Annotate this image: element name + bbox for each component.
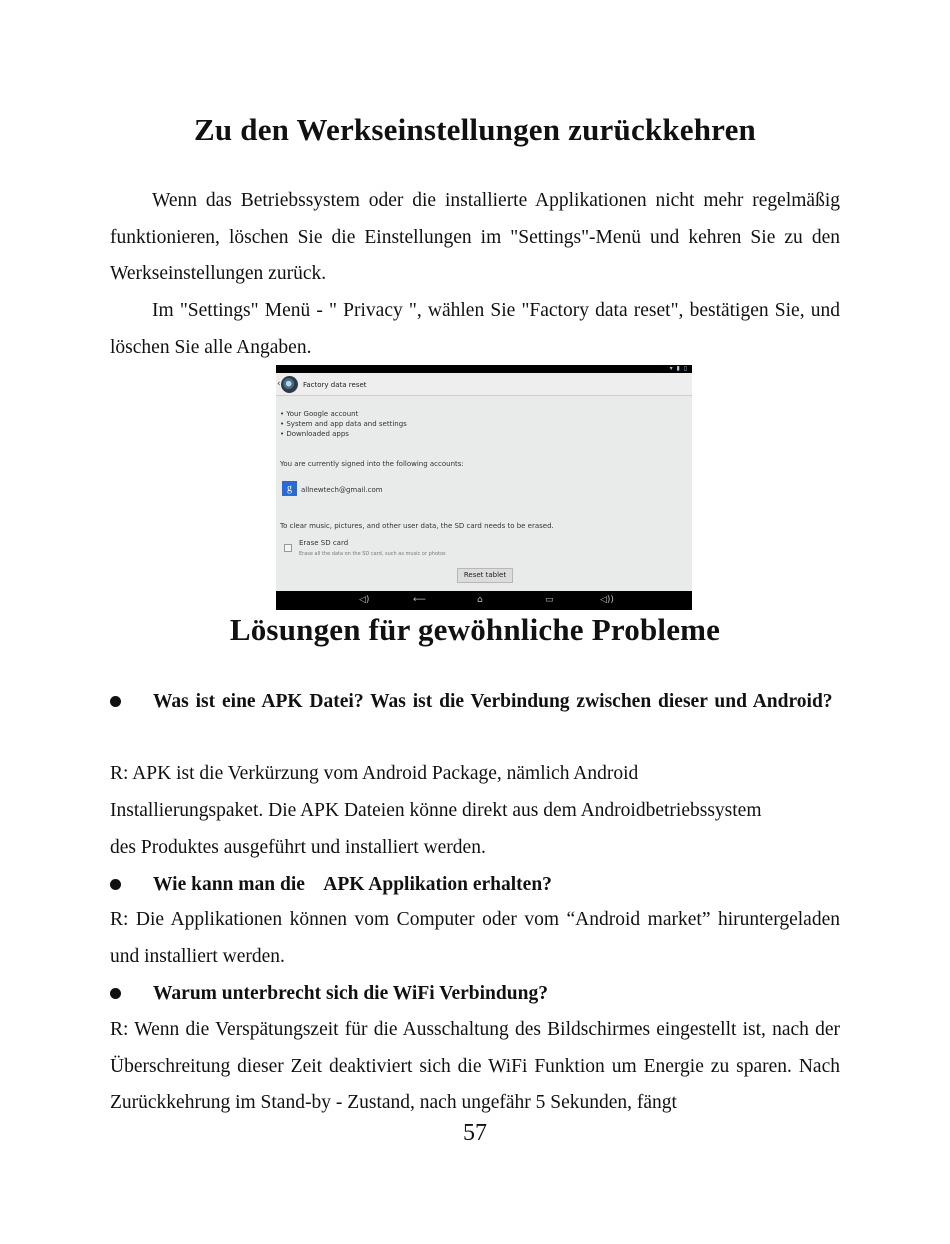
recent-apps-icon[interactable]: ▭ [545,595,554,605]
list-item: • Your Google account [280,409,407,419]
bullet-icon [110,988,121,999]
faq-question-wifi: Warum unterbrecht sich die WiFi Verbindung? [153,983,548,1004]
faq-answer-apk-line2: Installierungspaket. Die APK Dateien könne direkt aus dem Androidbetriebssystem [110,800,762,821]
faq-answer-wifi: R: Wenn die Verspätungszeit für die Ausschaltung des Bildschirmes eingestellt ist, nach der Überschreitung dieser Zeit deaktiviert sich die WiFi Funktion um Energie zu sparen. Nach Zurückkehrung im Stand-by - Zustand, nach ungefähr 5 Sekunden, fängt [110,1019,840,1113]
erase-sd-checkbox[interactable] [284,544,292,552]
home-icon[interactable]: ⌂ [477,595,483,605]
erase-sd-label: Erase SD card [299,539,349,547]
sd-card-text: To clear music, pictures, and other user data, the SD card needs to be erased. [280,522,554,530]
screen-title: Factory data reset [303,381,367,389]
settings-app-icon [281,376,298,393]
list-item: • System and app data and settings [280,419,407,429]
bullet-icon [110,879,121,890]
section-heading-factory-reset: Zu den Werkseinstellungen zurückkehren [194,112,756,147]
volume-up-icon[interactable]: ◁)) [600,595,614,605]
volume-down-icon[interactable]: ◁) [359,595,370,605]
google-account-icon: g [282,481,297,496]
back-arrow-icon[interactable]: ⟵ [413,595,426,605]
section-heading-common-problems: Lösungen für gewöhnliche Probleme [229,612,721,647]
paragraph-reset-steps: Im "Settings" Menü - " Privacy ", wählen Sie "Factory data reset", bestätigen Sie, und löschen Sie alle Angaben. [110,300,840,358]
erase-sd-description: Erase all the data on the SD card, such as music or photos [299,551,446,557]
back-caret-icon: ‹ [277,379,281,389]
factory-reset-screenshot [276,365,692,610]
list-item: • Downloaded apps [280,429,407,439]
faq-answer-get-apk: R: Die Applikationen können vom Computer oder vom “Android market” hiruntergeladen und installiert werden. [110,909,840,967]
account-email: allnewtech@gmail.com [301,486,383,494]
faq-question-apk: Was ist eine APK Datei? Was ist die Verbindung zwischen dieser und Android? [153,691,833,712]
faq-question-get-apk: Wie kann man die APK Applikation erhalten? [153,874,552,895]
bullet-icon [110,696,121,707]
faq-answer-apk-line1: R: APK ist die Verkürzung vom Android Package, nämlich Android [110,763,639,784]
status-icons: ▾ ▮ ▯ [669,365,688,372]
faq-answer-apk-line3: des Produktes ausgeführt und installiert werden. [110,837,486,858]
page-number: 57 [463,1120,487,1146]
signed-in-text: You are currently signed into the following accounts: [280,460,464,468]
paragraph-reset-intro: Wenn das Betriebssystem oder die installierte Applikationen nicht mehr regelmäßig funktionieren, löschen Sie die Einstellungen im "Settings"-Menü und kehren Sie zu den Werkseinstellungen zurück. [110,190,840,284]
reset-tablet-button[interactable]: Reset tablet [457,568,513,583]
erase-items-list [280,409,407,439]
navigation-bar [276,591,692,610]
status-bar [276,365,692,373]
